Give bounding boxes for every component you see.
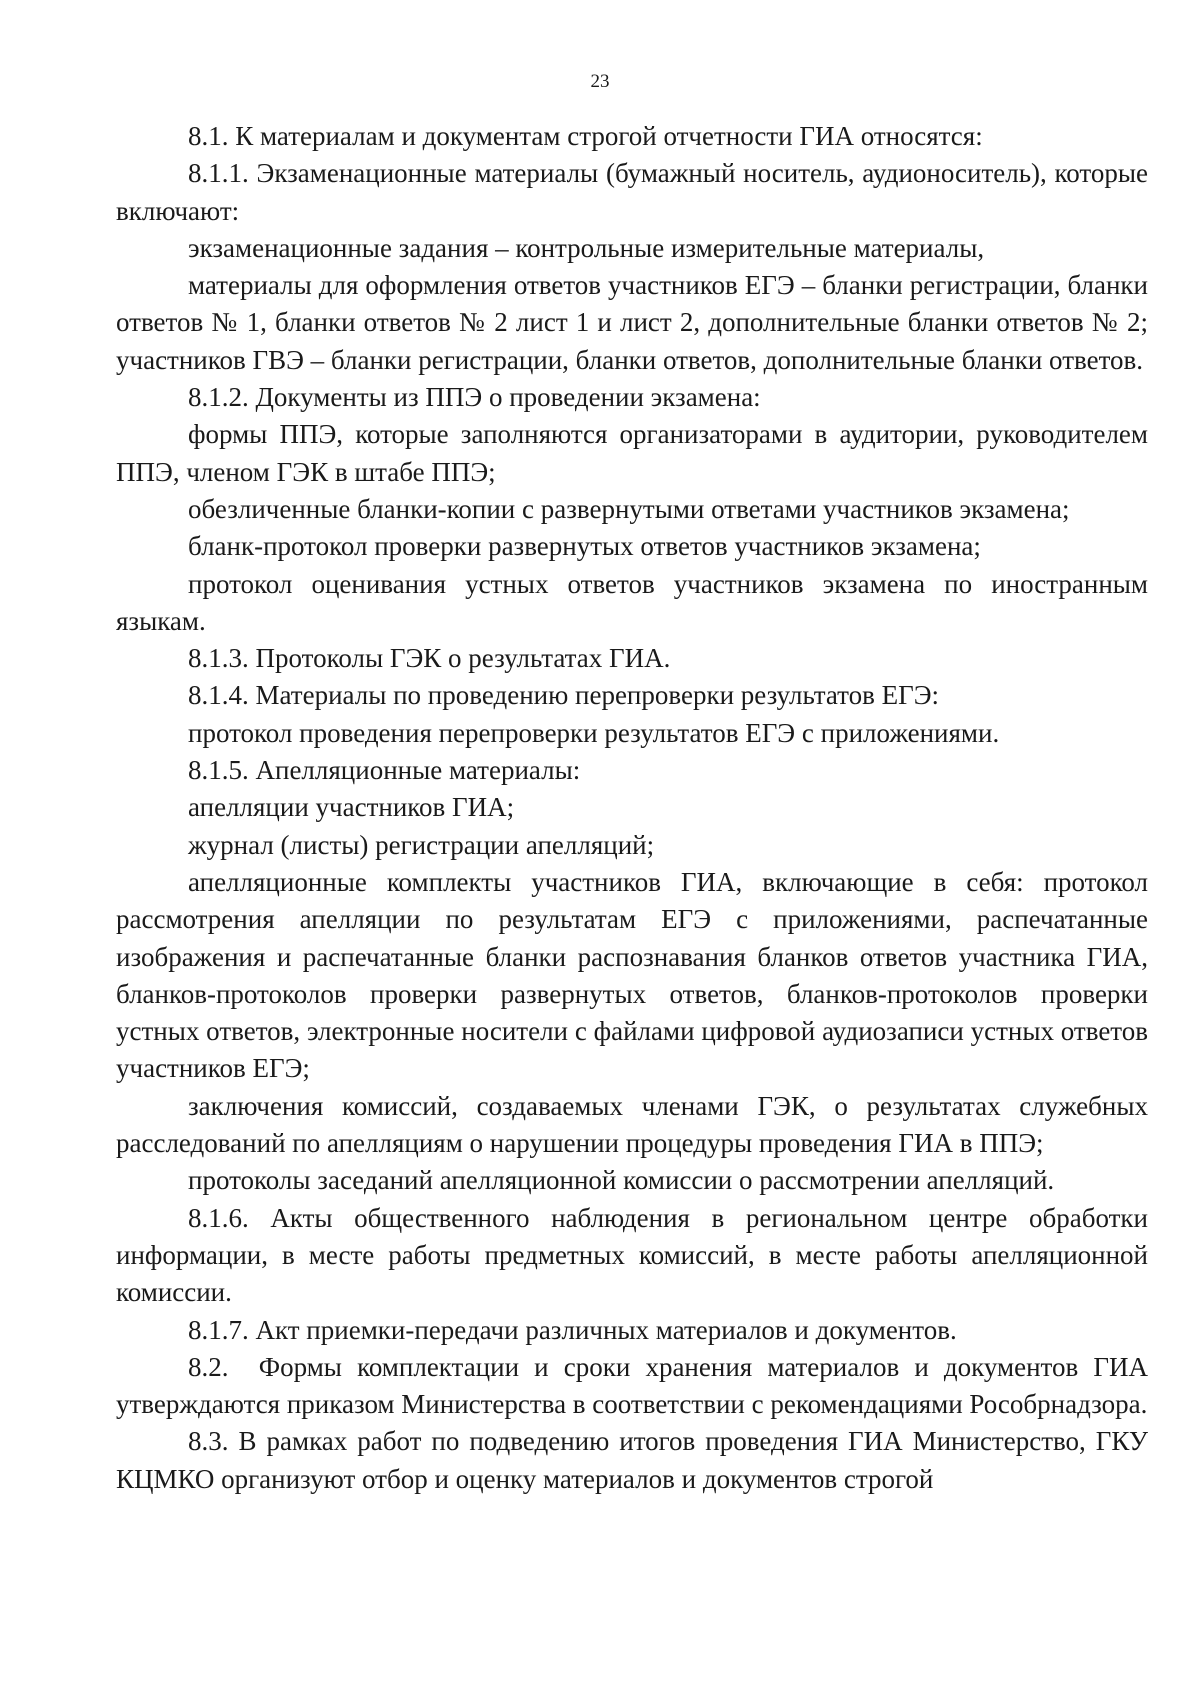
paragraph-8-2: 8.2. Формы комплектации и сроки хранения материалов и документов ГИА утверждаются приказом Министерства в соответствии с рекомендациями Рособрнадзора. [116, 1351, 1155, 1420]
paragraph-ppe-forms: формы ППЭ, которые заполняются организаторами в аудитории, руководителем ППЭ, членом ГЭК в штабе ППЭ; [116, 419, 1148, 487]
paragraph-8-1-7: 8.1.7. Акт приемки-передачи различных материалов и документов. [188, 1314, 957, 1345]
paragraph-appeals: апелляции участников ГИА; [188, 792, 515, 823]
paragraph-recheck-protocol: протокол проведения перепроверки результатов ЕГЭ с приложениями. [188, 717, 1000, 748]
paragraph-8-1: 8.1. К материалам и документам строгой отчетности ГИА относятся: [188, 121, 983, 151]
paragraph-appeal-kits: апелляционные комплекты участников ГИА, включающие в себя: протокол рассмотрения апелляции по результатам ЕГЭ с приложениями, распечатанные изображения и распечатанные бланки распознавания бланков ответов участника ГИА, бланков-протоколов проверки развернутых ответов, бланков-протоколов проверки устных ответов, электронные носители с файлами цифровой аудиозаписи устных ответов участников ЕГЭ; [116, 866, 1148, 1084]
paragraph-8-1-5: 8.1.5. Апелляционные материалы: [188, 755, 581, 786]
document-body [116, 118, 1155, 1498]
paragraph-answer-forms: материалы для оформления ответов участников ЕГЭ – бланки регистрации, бланки ответов № 1, бланки ответов № 2 лист 1 и лист 2, дополнительные бланки ответов № 2; участников ГВЭ – бланки регистрации, бланки ответов, дополнительные бланки ответов. [116, 270, 1148, 375]
paragraph-appeal-minutes: протоколы заседаний апелляционной комиссии о рассмотрении апелляций. [188, 1165, 1055, 1196]
paragraph-8-1-1: 8.1.1. Экзаменационные материалы (бумажный носитель, аудионоситель), которые включают: [116, 158, 1148, 226]
paragraph-check-protocol: бланк-протокол проверки развернутых ответов участников экзамена; [188, 531, 981, 562]
paragraph-exam-tasks: экзаменационные задания – контрольные измерительные материалы, [188, 232, 985, 263]
paragraph-8-3: 8.3. В рамках работ по подведению итогов проведения ГИА Министерство, ГКУ КЦМКО организуют отбор и оценку материалов и документов строгой [116, 1426, 1148, 1494]
paragraph-8-1-3: 8.1.3. Протоколы ГЭК о результатах ГИА. [188, 643, 671, 674]
paragraph-appeal-journal: журнал (листы) регистрации апелляций; [188, 829, 655, 860]
paragraph-8-1-4: 8.1.4. Материалы по проведению перепроверки результатов ЕГЭ: [188, 680, 940, 711]
paragraph-8-1-2: 8.1.2. Документы из ППЭ о проведении экзамена: [188, 382, 761, 413]
paragraph-anonymized-copies: обезличенные бланки-копии с развернутыми ответами участников экзамена; [188, 493, 1070, 524]
paragraph-commission-conclusions: заключения комиссий, создаваемых членами ГЭК, о результатах служебных расследований по апелляциям о нарушении процедуры проведения ГИА в ППЭ; [116, 1090, 1148, 1159]
page-number: 23 [590, 71, 610, 92]
paragraph-oral-protocol: протокол оценивания устных ответов участников экзамена по иностранным языкам. [116, 568, 1148, 636]
paragraph-8-1-6: 8.1.6. Акты общественного наблюдения в региональном центре обработки информации, в месте работы предметных комиссий, в месте работы апелляционной комиссии. [116, 1202, 1148, 1308]
